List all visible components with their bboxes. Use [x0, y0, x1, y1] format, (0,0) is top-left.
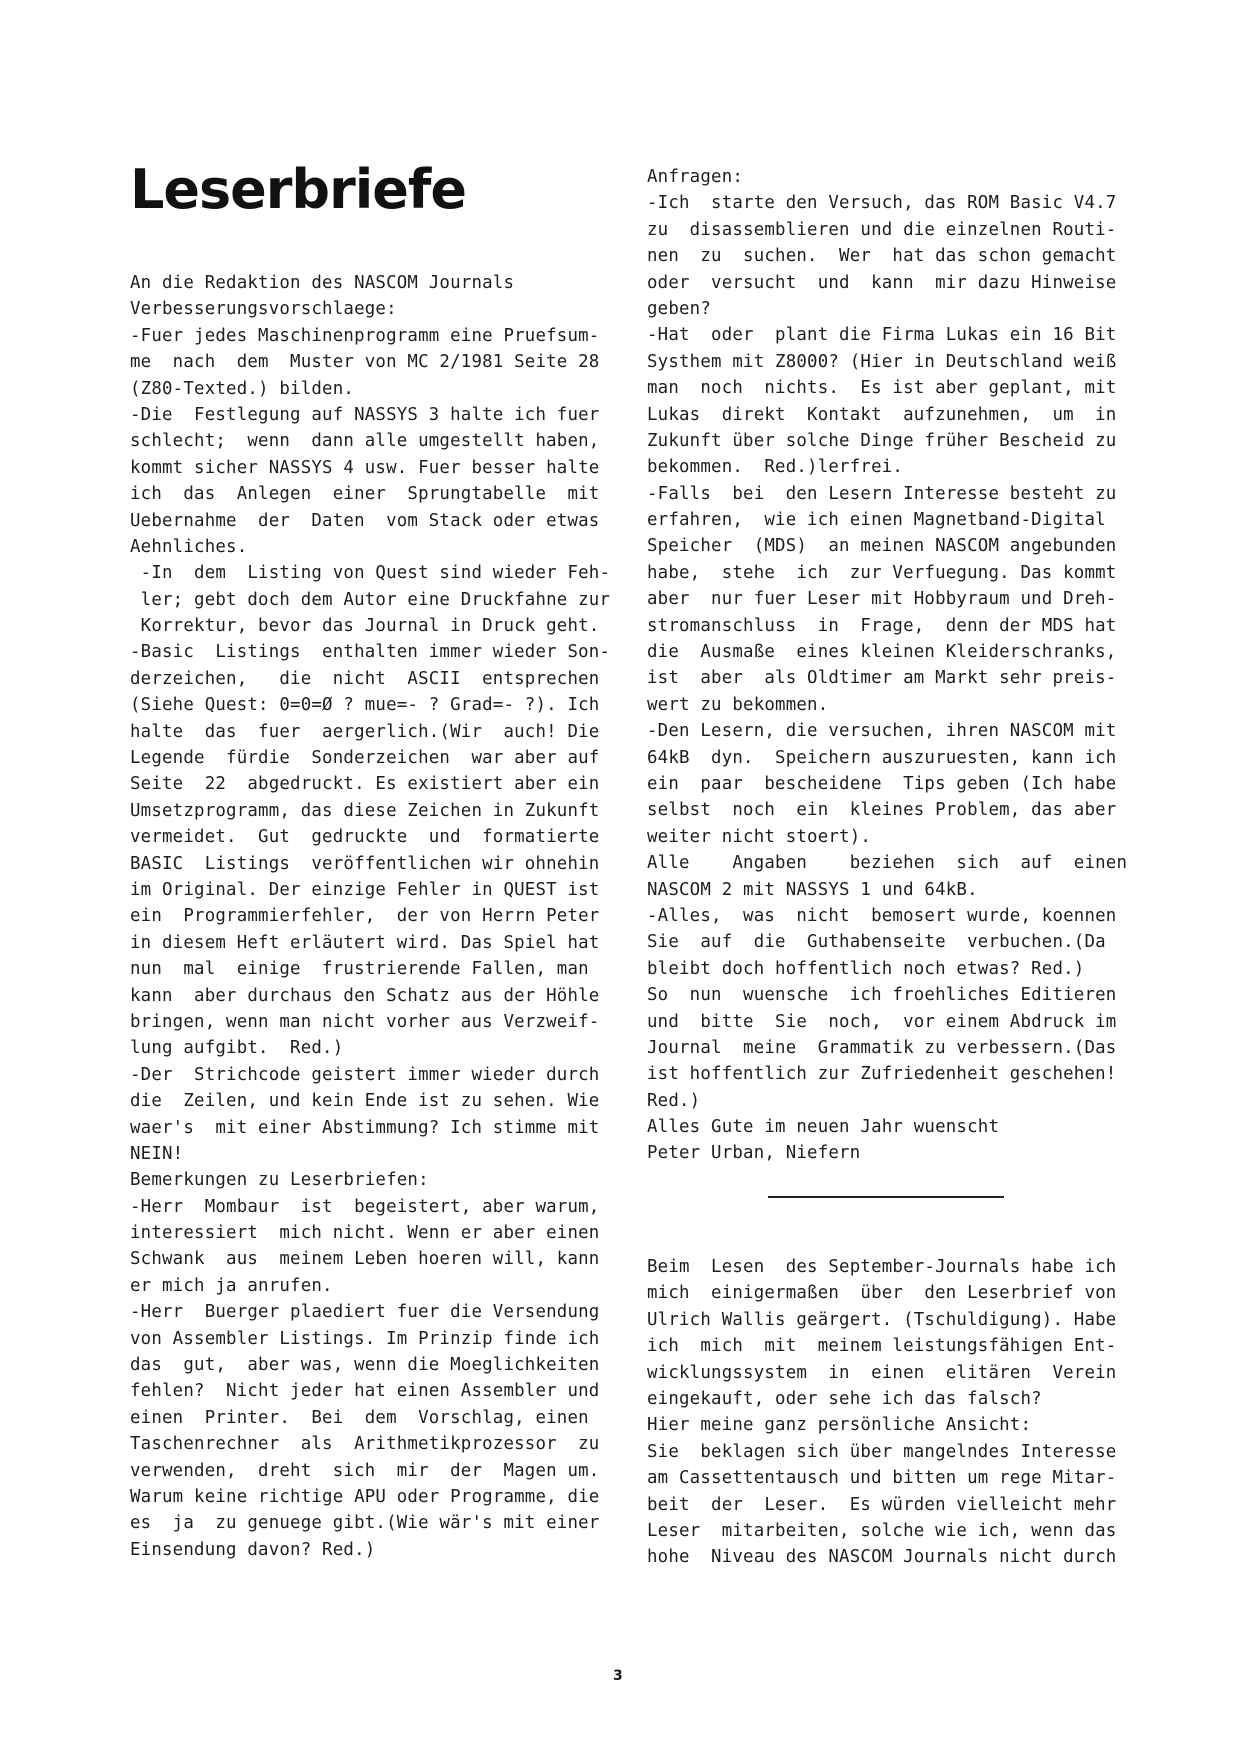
text-line: Warum keine richtige APU oder Programme, die — [130, 1486, 600, 1507]
text-line: ich mich mit meinem leistungsfähigen Ent- — [647, 1336, 1117, 1357]
text-line: von Assembler Listings. Im Prinzip finde ich — [130, 1328, 600, 1349]
text-line: Red.) — [647, 1090, 701, 1111]
text-line: im Original. Der einzige Fehler in QUEST ist — [130, 879, 600, 900]
text-line: Journal meine Grammatik zu verbessern.(Das — [647, 1037, 1117, 1058]
text-line: Leser mitarbeiten, solche wie ich, wenn das — [647, 1520, 1117, 1541]
text-line: Taschenrechner als Arithmetikprozessor zu — [130, 1434, 600, 1455]
text-line: BASIC Listings veröffentlichen wir ohnehin — [130, 853, 600, 874]
text-line: selbst noch ein kleines Problem, das aber — [647, 800, 1117, 821]
right-column-second-letter-text — [647, 1254, 1116, 1571]
text-line: Einsendung davon? Red.) — [130, 1539, 376, 1560]
text-line: habe, stehe ich zur Verfuegung. Das kommt — [647, 562, 1117, 583]
text-line: Peter Urban, Niefern — [647, 1143, 861, 1164]
text-line: Alles Gute im neuen Jahr wuenscht — [647, 1117, 1000, 1138]
text-line: lung aufgibt. Red.) — [130, 1038, 344, 1059]
text-line: -Ich starte den Versuch, das ROM Basic V4.7 — [647, 193, 1117, 214]
text-line: ler; gebt doch dem Autor eine Druckfahne zur — [130, 589, 611, 610]
text-line: ist aber als Oldtimer am Markt sehr preis- — [647, 668, 1117, 689]
text-line: Lukas direkt Kontakt aufzunehmen, um in — [647, 404, 1117, 425]
text-line: Sie auf die Guthabenseite verbuchen.(Da — [647, 932, 1106, 953]
text-line: -Fuer jedes Maschinenprogramm eine Pruefsum- — [130, 325, 600, 346]
text-line: hohe Niveau des NASCOM Journals nicht durch — [647, 1547, 1117, 1568]
text-line: Systhem mit Z8000? (Hier in Deutschland weiß — [647, 351, 1117, 372]
text-line: einen Printer. Bei dem Vorschlag, einen — [130, 1407, 589, 1428]
text-line: me nach dem Muster von MC 2/1981 Seite 28 — [130, 352, 600, 373]
text-line: aber nur fuer Leser mit Hobbyraum und Dreh- — [647, 589, 1117, 610]
text-line: Beim Lesen des September-Journals habe ich — [647, 1257, 1117, 1277]
text-line: (Siehe Quest: 0=0=Ø ? mue=- ? Grad=- ?). Ich — [130, 695, 600, 716]
text-line: erfahren, wie ich einen Magnetband-Digital — [647, 510, 1106, 531]
text-line: -Die Festlegung auf NASSYS 3 halte ich fuer — [130, 404, 600, 425]
text-line: zu disassemblieren und die einzelnen Routi- — [647, 219, 1117, 240]
text-line: 64kB dyn. Speichern auszuruesten, kann ich — [647, 747, 1117, 768]
text-line: die Ausmaße eines kleinen Kleiderschranks, — [647, 642, 1117, 663]
text-line: eingekauft, oder sehe ich das falsch? — [647, 1388, 1042, 1409]
text-line: nen zu suchen. Wer hat das schon gemacht — [647, 246, 1117, 267]
text-line: verwenden, dreht sich mir der Magen um. — [130, 1460, 600, 1481]
text-line: derzeichen, die nicht ASCII entsprechen — [130, 668, 600, 689]
text-line: bekommen. Red.)lerfrei. — [647, 457, 904, 478]
text-line: Zukunft über solche Dinge früher Bescheid zu — [647, 430, 1117, 451]
text-line: schlecht; wenn dann alle umgestellt haben, — [130, 431, 600, 452]
right-column-letter-text — [647, 164, 1127, 1167]
text-line: es ja zu genuege gibt.(Wie wär's mit einer — [130, 1513, 600, 1534]
text-line: Speicher (MDS) an meinen NASCOM angebunden — [647, 536, 1117, 557]
text-line: oder versucht und kann mir dazu Hinweise — [647, 272, 1117, 293]
text-line: mich einigermaßen über den Leserbrief von — [647, 1283, 1117, 1304]
text-line: -Alles, was nicht bemosert wurde, koennen — [647, 905, 1117, 926]
text-line: So nun wuensche ich froehliches Editieren — [647, 985, 1117, 1006]
text-line: er mich ja anrufen. — [130, 1275, 333, 1296]
text-line: und bitte Sie noch, vor einem Abdruck im — [647, 1011, 1117, 1032]
text-line: -Hat oder plant die Firma Lukas ein 16 Bit — [647, 325, 1117, 346]
text-line: -Basic Listings enthalten immer wieder Son- — [130, 642, 611, 663]
text-line: fehlen? Nicht jeder hat einen Assembler und — [130, 1381, 600, 1402]
text-line: Sie beklagen sich über mangelndes Interesse — [647, 1441, 1117, 1462]
text-line: -Den Lesern, die versuchen, ihren NASCOM mit — [647, 721, 1117, 742]
text-line: Legende fürdie Sonderzeichen war aber auf — [130, 748, 600, 769]
page-title: Leserbriefe — [130, 158, 466, 221]
text-line: bleibt doch hoffentlich noch etwas? Red.) — [647, 958, 1085, 979]
text-line: Verbesserungsvorschlaege: — [130, 299, 397, 320]
text-line: ich das Anlegen einer Sprungtabelle mit — [130, 484, 600, 505]
text-line: waer's mit einer Abstimmung? Ich stimme mit — [130, 1117, 600, 1138]
text-line: ein Programmierfehler, der von Herrn Peter — [130, 906, 600, 927]
text-line: die Zeilen, und kein Ende ist zu sehen. Wie — [130, 1091, 600, 1112]
text-line: ein paar bescheidene Tips geben (Ich habe — [647, 773, 1117, 794]
text-line: kann aber durchaus den Schatz aus der Höhle — [130, 985, 600, 1006]
text-line: Bemerkungen zu Leserbriefen: — [130, 1170, 429, 1191]
text-line: halte das fuer aergerlich.(Wir auch! Die — [130, 721, 600, 742]
text-line: interessiert mich nicht. Wenn er aber einen — [130, 1223, 600, 1244]
text-line: (Z80-Texted.) bilden. — [130, 378, 355, 399]
text-line: nun mal einige frustrierende Fallen, man — [130, 959, 589, 980]
text-line: -Der Strichcode geistert immer wieder durch — [130, 1064, 600, 1085]
page-number: 3 — [613, 1668, 623, 1684]
text-line: Uebernahme der Daten vom Stack oder etwas — [130, 510, 600, 531]
text-line: vermeidet. Gut gedruckte und formatierte — [130, 827, 600, 848]
text-line: wert zu bekommen. — [647, 694, 829, 715]
text-line: geben? — [647, 298, 712, 319]
text-line: -Herr Buerger plaediert fuer die Versendung — [130, 1302, 600, 1323]
text-line: -In dem Listing von Quest sind wieder Feh- — [130, 563, 611, 584]
text-line: kommt sicher NASSYS 4 usw. Fuer besser halte — [130, 457, 600, 478]
text-line: beit der Leser. Es würden vielleicht mehr — [647, 1494, 1117, 1515]
text-line: Seite 22 abgedruckt. Es existiert aber ein — [130, 774, 600, 795]
text-line: man noch nichts. Es ist aber geplant, mit — [647, 378, 1117, 399]
text-line: Anfragen: — [647, 167, 744, 187]
text-line: Alle Angaben beziehen sich auf einen — [647, 853, 1128, 874]
text-line: wicklungssystem in einen elitären Verein — [647, 1362, 1117, 1383]
text-line: stromanschluss in Frage, denn der MDS hat — [647, 615, 1117, 636]
text-line: am Cassettentausch und bitten um rege Mitar- — [647, 1468, 1117, 1489]
text-line: weiter nicht stoert). — [647, 826, 872, 847]
section-divider — [768, 1196, 1004, 1198]
text-line: NASCOM 2 mit NASSYS 1 und 64kB. — [647, 879, 978, 900]
text-line: Korrektur, bevor das Journal in Druck geht. — [130, 616, 600, 637]
text-line: Aehnliches. — [130, 536, 248, 557]
text-line: in diesem Heft erläutert wird. Das Spiel hat — [130, 932, 600, 953]
text-line: -Falls bei den Lesern Interesse besteht zu — [647, 483, 1117, 504]
text-line: ist hoffentlich zur Zufriedenheit geschehen! — [647, 1064, 1117, 1085]
text-line: bringen, wenn man nicht vorher aus Verzweif- — [130, 1011, 600, 1032]
text-line: NEIN! — [130, 1143, 184, 1164]
text-line: Ulrich Wallis geärgert. (Tschuldigung). Habe — [647, 1309, 1117, 1330]
text-line: An die Redaktion des NASCOM Journals — [130, 273, 515, 293]
text-line: -Herr Mombaur ist begeistert, aber warum, — [130, 1196, 600, 1217]
left-column-text — [130, 270, 610, 1563]
text-line: Hier meine ganz persönliche Ansicht: — [647, 1415, 1032, 1436]
text-line: Umsetzprogramm, das diese Zeichen in Zukunft — [130, 800, 600, 821]
text-line: Schwank aus meinem Leben hoeren will, kann — [130, 1249, 600, 1270]
text-line: das gut, aber was, wenn die Moeglichkeiten — [130, 1355, 600, 1376]
